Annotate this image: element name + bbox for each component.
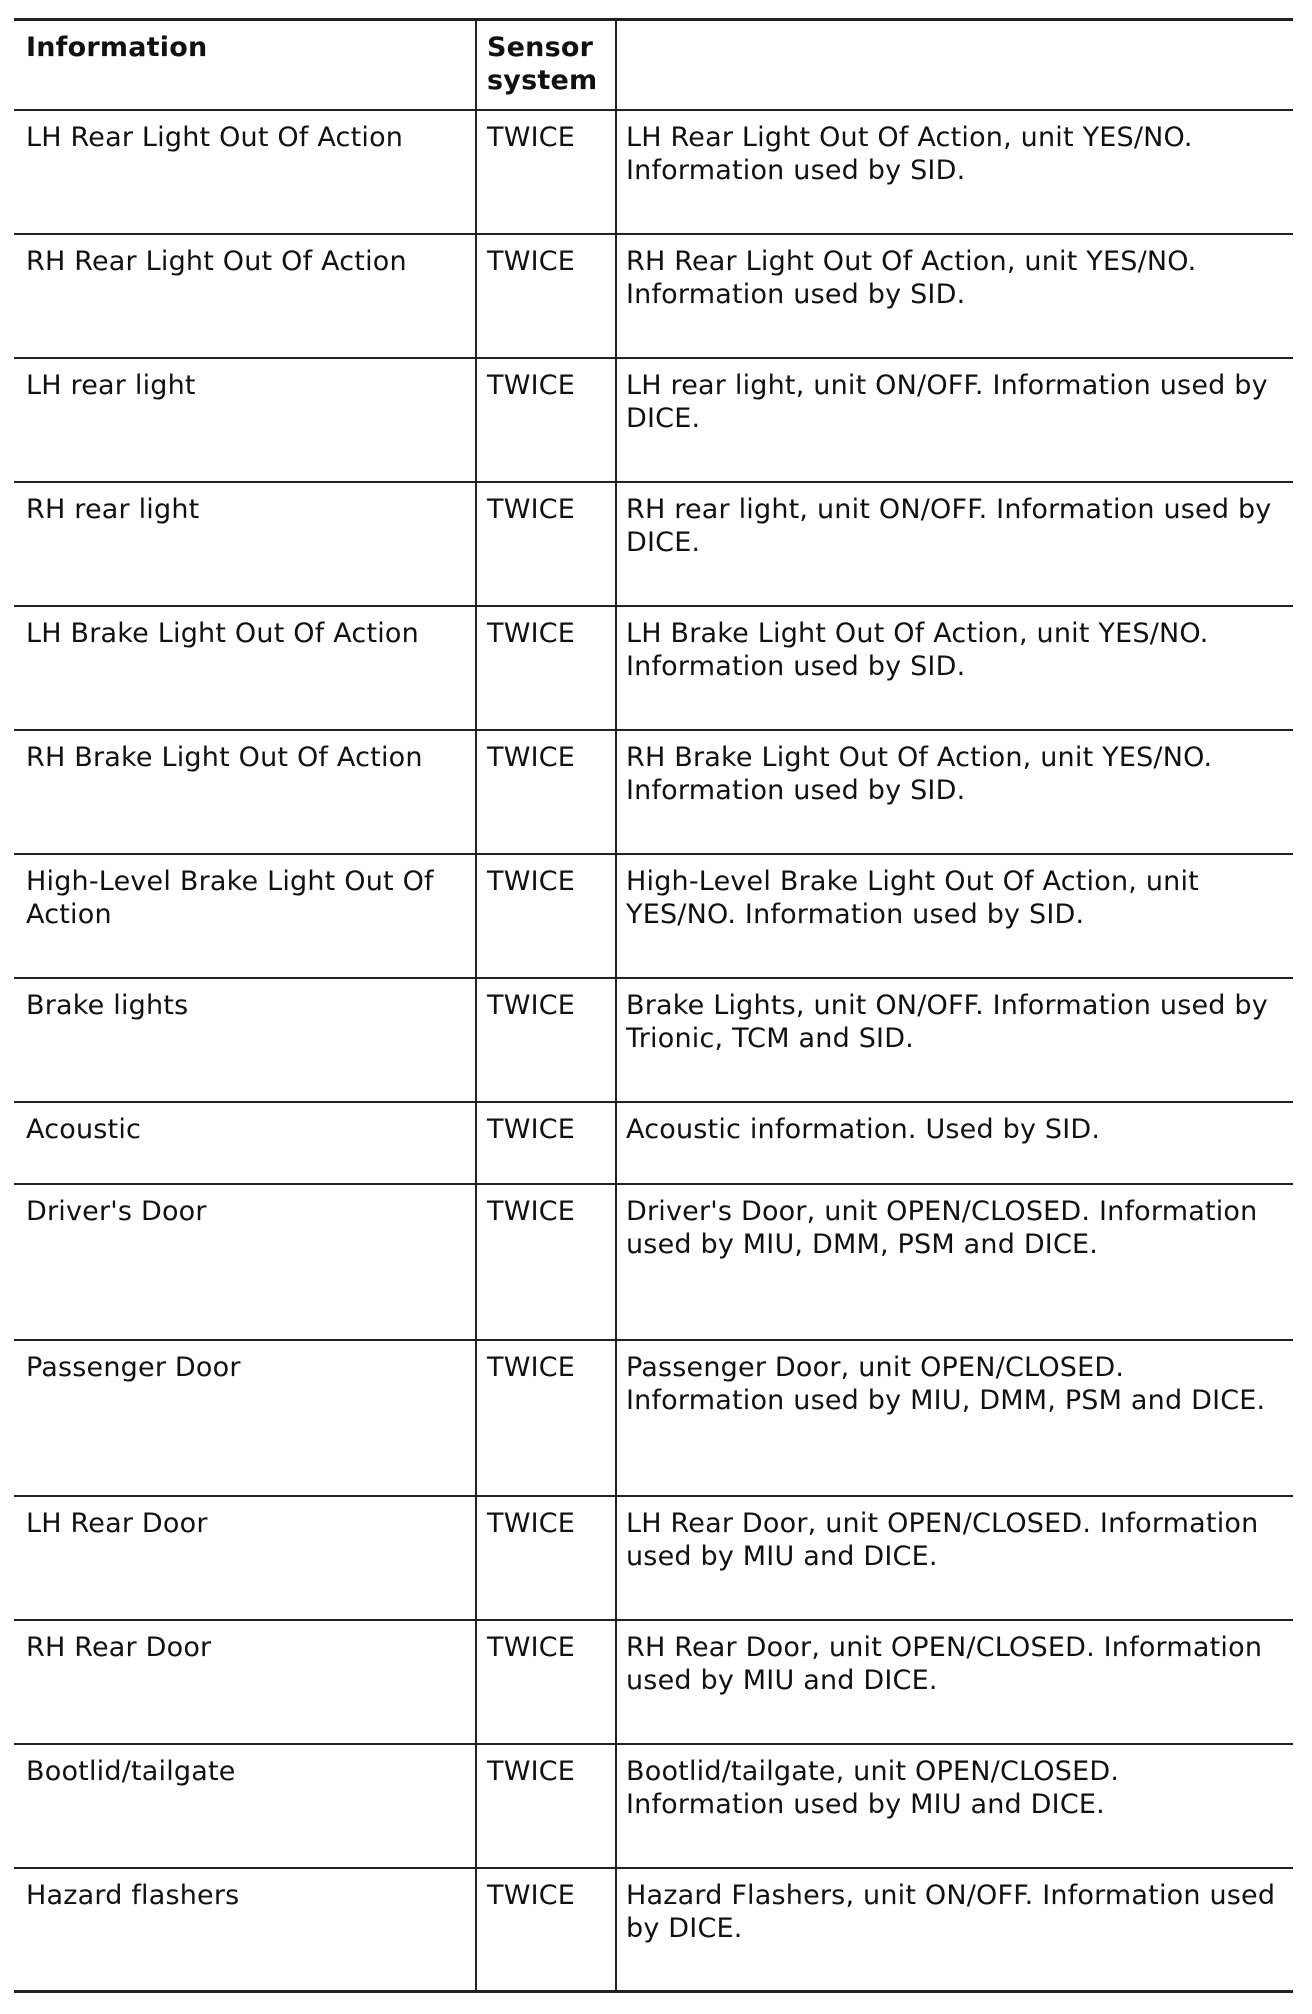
cell-information: LH Rear Light Out Of Action (14, 110, 476, 234)
table-row (14, 854, 1293, 978)
cell-description: Hazard Flashers, unit ON/OFF. Information used by DICE. (616, 1868, 1293, 1992)
cell-information: LH rear light (14, 358, 476, 482)
cell-description: Acoustic information. Used by SID. (616, 1102, 1293, 1184)
header-sensor-system: Sensor system (476, 20, 616, 110)
cell-sensor-system: TWICE (476, 606, 616, 730)
cell-description: RH Rear Door, unit OPEN/CLOSED. Information used by MIU and DICE. (616, 1620, 1293, 1744)
cell-description: Passenger Door, unit OPEN/CLOSED. Information used by MIU, DMM, PSM and DICE. (616, 1340, 1293, 1496)
information-table (14, 18, 1293, 1993)
cell-description: RH Rear Light Out Of Action, unit YES/NO. Information used by SID. (616, 234, 1293, 358)
cell-information: High-Level Brake Light Out Of Action (14, 854, 476, 978)
cell-sensor-system: TWICE (476, 1184, 616, 1340)
cell-sensor-system: TWICE (476, 482, 616, 606)
table-row (14, 1340, 1293, 1496)
cell-information: Bootlid/tailgate (14, 1744, 476, 1868)
cell-description: LH rear light, unit ON/OFF. Information used by DICE. (616, 358, 1293, 482)
cell-sensor-system: TWICE (476, 1340, 616, 1496)
table-header-row (14, 20, 1293, 110)
table-row (14, 234, 1293, 358)
cell-information: RH Rear Door (14, 1620, 476, 1744)
table-row (14, 1620, 1293, 1744)
cell-information: RH Rear Light Out Of Action (14, 234, 476, 358)
cell-sensor-system: TWICE (476, 1102, 616, 1184)
cell-information: LH Rear Door (14, 1496, 476, 1620)
cell-description: Driver's Door, unit OPEN/CLOSED. Information used by MIU, DMM, PSM and DICE. (616, 1184, 1293, 1340)
cell-description: LH Brake Light Out Of Action, unit YES/NO. Information used by SID. (616, 606, 1293, 730)
cell-description: LH Rear Door, unit OPEN/CLOSED. Information used by MIU and DICE. (616, 1496, 1293, 1620)
cell-information: Brake lights (14, 978, 476, 1102)
cell-sensor-system: TWICE (476, 1744, 616, 1868)
cell-sensor-system: TWICE (476, 110, 616, 234)
table-row (14, 110, 1293, 234)
cell-information: Driver's Door (14, 1184, 476, 1340)
cell-sensor-system: TWICE (476, 1620, 616, 1744)
cell-sensor-system: TWICE (476, 234, 616, 358)
cell-information: RH rear light (14, 482, 476, 606)
cell-description: Bootlid/tailgate, unit OPEN/CLOSED. Information used by MIU and DICE. (616, 1744, 1293, 1868)
table-row (14, 1102, 1293, 1184)
cell-description: RH Brake Light Out Of Action, unit YES/NO. Information used by SID. (616, 730, 1293, 854)
cell-sensor-system: TWICE (476, 1868, 616, 1992)
table-row (14, 1868, 1293, 1992)
cell-sensor-system: TWICE (476, 854, 616, 978)
cell-sensor-system: TWICE (476, 1496, 616, 1620)
cell-sensor-system: TWICE (476, 358, 616, 482)
cell-information: Hazard flashers (14, 1868, 476, 1992)
table-row (14, 1496, 1293, 1620)
table-row (14, 978, 1293, 1102)
cell-description: High-Level Brake Light Out Of Action, unit YES/NO. Information used by SID. (616, 854, 1293, 978)
cell-sensor-system: TWICE (476, 730, 616, 854)
cell-description: LH Rear Light Out Of Action, unit YES/NO. Information used by SID. (616, 110, 1293, 234)
table-row (14, 1744, 1293, 1868)
cell-information: Acoustic (14, 1102, 476, 1184)
cell-description: RH rear light, unit ON/OFF. Information used by DICE. (616, 482, 1293, 606)
table-row (14, 482, 1293, 606)
table-row (14, 358, 1293, 482)
table-row (14, 606, 1293, 730)
table-row (14, 730, 1293, 854)
header-description (616, 20, 1293, 110)
table-row (14, 1184, 1293, 1340)
cell-sensor-system: TWICE (476, 978, 616, 1102)
header-information: Information (14, 20, 476, 110)
cell-information: Passenger Door (14, 1340, 476, 1496)
cell-description: Brake Lights, unit ON/OFF. Information used by Trionic, TCM and SID. (616, 978, 1293, 1102)
cell-information: LH Brake Light Out Of Action (14, 606, 476, 730)
cell-information: RH Brake Light Out Of Action (14, 730, 476, 854)
